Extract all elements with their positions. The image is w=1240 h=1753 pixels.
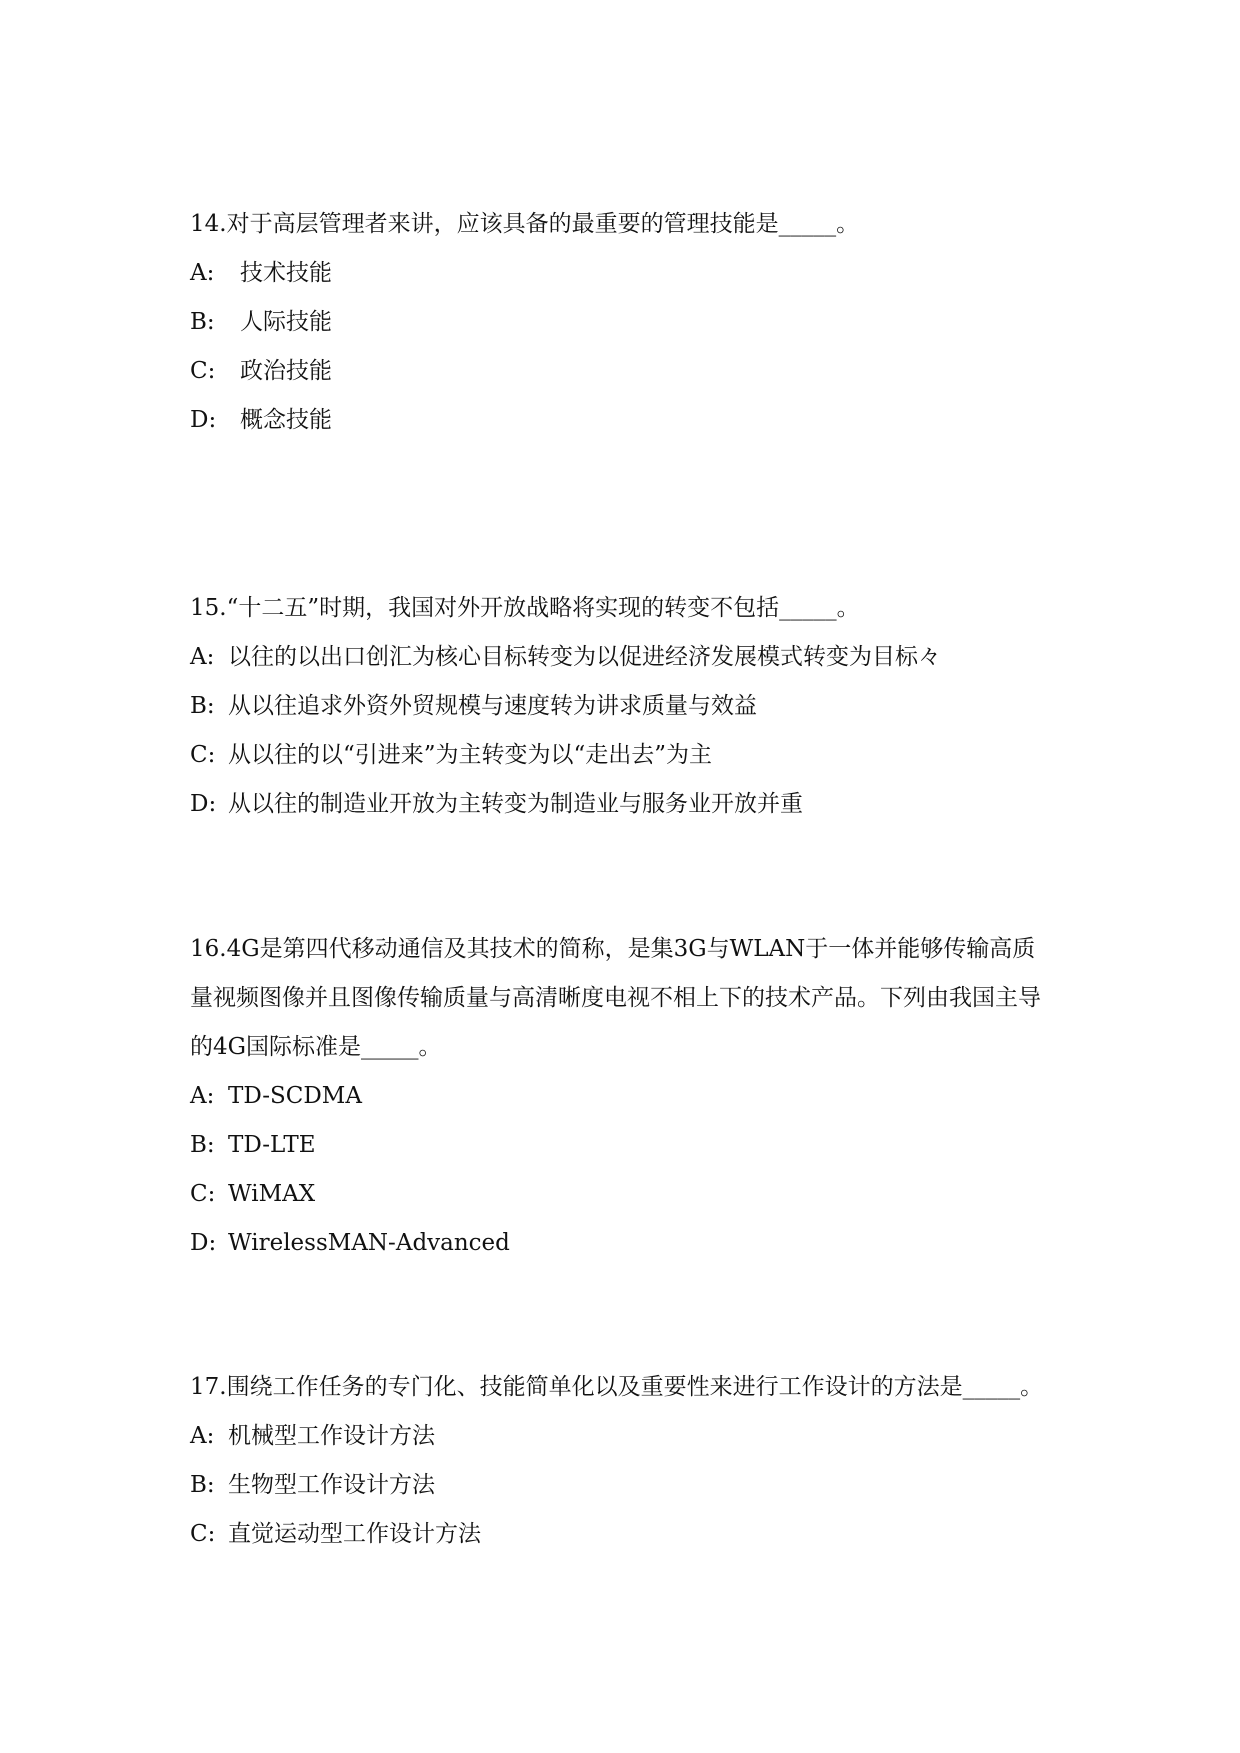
option-b [190,298,1050,347]
option-letter: A: [190,1423,215,1449]
option-letter: B: [190,1132,215,1158]
option-c [190,347,1050,396]
option-letter: C: [190,742,216,768]
question-stem: 15.“十二五”时期，我国对外开放战略将实现的转变不包括_____。 [190,595,860,621]
option-b [190,682,1050,731]
option-text: 从以往的以“引进来”为主转变为以“走出去”为主 [228,742,713,768]
option-letter: C: [190,358,216,384]
option-text: 人际技能 [240,309,332,335]
option-text: 技术技能 [240,260,332,286]
option-letter: D: [190,791,217,817]
option-text: 概念技能 [240,407,332,433]
option-text: 政治技能 [240,358,332,384]
option-letter: D: [190,1230,217,1256]
option-letter: A: [190,1083,215,1109]
option-letter: B: [190,309,215,335]
option-letter: B: [190,1472,215,1498]
option-c [190,731,1050,780]
option-d [190,1219,1050,1268]
option-text: 直觉运动型工作设计方法 [228,1521,481,1547]
question-15 [190,584,1050,829]
option-a [190,249,1050,298]
option-letter: D: [190,407,217,433]
question-stem: 14.对于高层管理者来讲，应该具备的最重要的管理技能是_____。 [190,211,860,237]
option-text: 从以往的制造业开放为主转变为制造业与服务业开放并重 [228,791,803,817]
option-letter: A: [190,644,215,670]
option-text: WirelessMAN-Advanced [228,1230,510,1256]
question-16 [190,925,1050,1268]
question-stem: 17.围绕工作任务的专门化、技能简单化以及重要性来进行工作设计的方法是_____。 [190,1374,1044,1400]
option-text: 机械型工作设计方法 [228,1423,435,1449]
option-text: 以往的以出口创汇为核心目标转变为以促进经济发展模式转变为目标々 [228,644,941,670]
option-a [190,1412,1050,1461]
option-letter: C: [190,1181,216,1207]
option-text: TD-LTE [228,1132,316,1158]
option-d [190,396,1050,445]
option-b [190,1461,1050,1510]
option-letter: A: [190,260,215,286]
question-14 [190,200,1050,445]
option-text: TD-SCDMA [228,1083,362,1109]
option-text: 生物型工作设计方法 [228,1472,435,1498]
question-stem: 16.4G是第四代移动通信及其技术的简称，是集3G与WLAN于一体并能够传输高质量视频图像并且图像传输质量与高清晰度电视不相上下的技术产品。下列由我国主导的4G国际标准是_____。 [190,936,1041,1060]
option-text: 从以往追求外资外贸规模与速度转为讲求质量与效益 [228,693,757,719]
question-17 [190,1363,1050,1559]
option-b [190,1121,1050,1170]
option-a [190,633,1050,682]
option-letter: C: [190,1521,216,1547]
option-text: WiMAX [228,1181,316,1207]
option-a [190,1072,1050,1121]
option-c [190,1510,1050,1559]
option-c [190,1170,1050,1219]
option-letter: B: [190,693,215,719]
option-d [190,780,1050,829]
